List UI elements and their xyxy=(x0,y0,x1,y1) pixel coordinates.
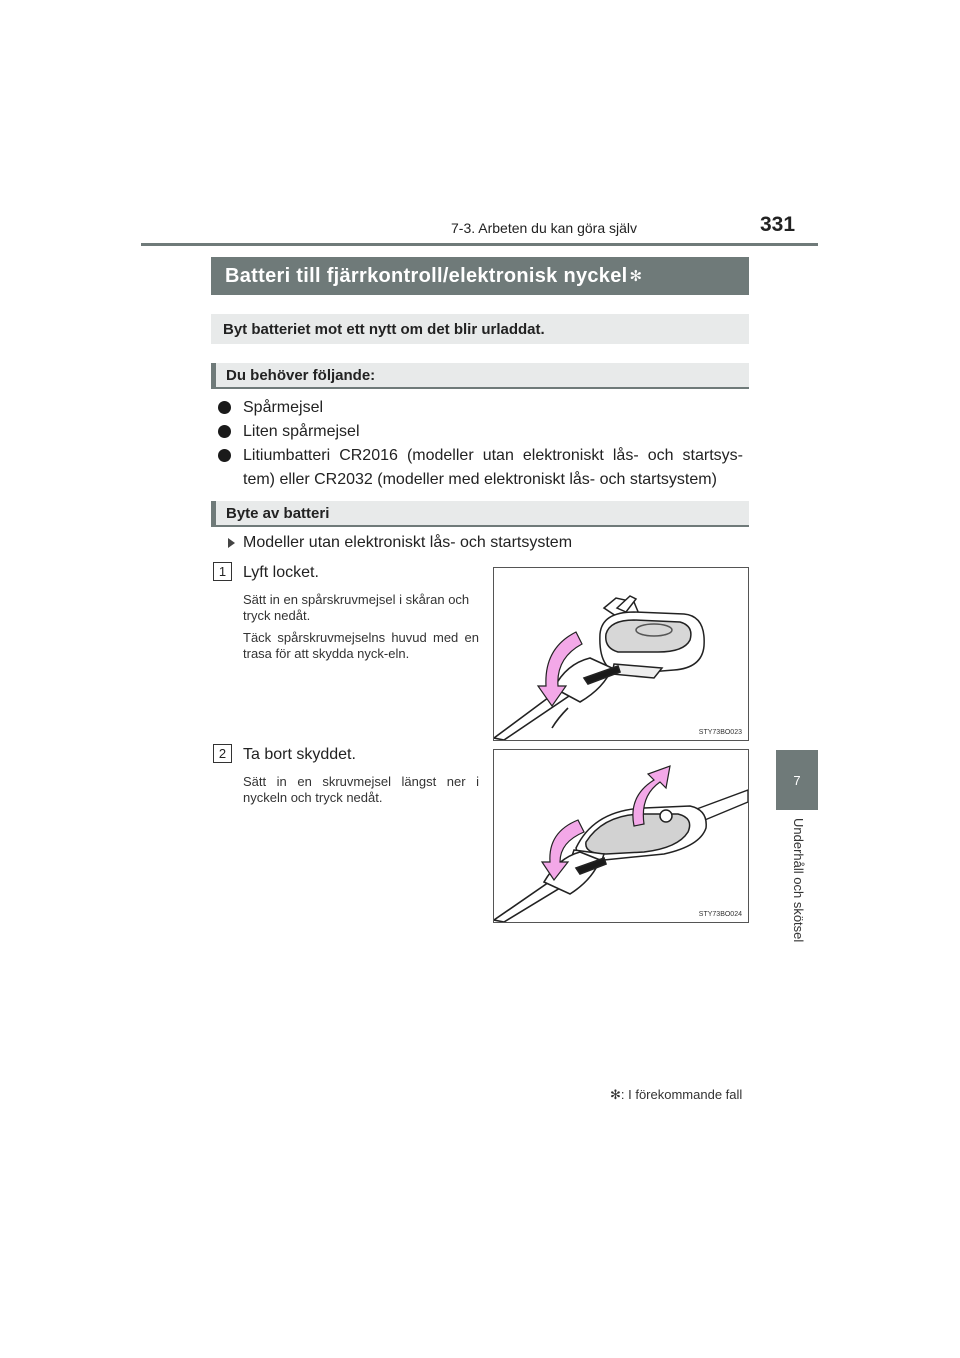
section-header: 7-3. Arbeten du kan göra själv xyxy=(451,220,638,236)
bullet-icon xyxy=(218,425,231,438)
step-number-1: 1 xyxy=(213,562,232,581)
footnote-mark: ✻ xyxy=(629,268,643,285)
step-number-2: 2 xyxy=(213,744,232,763)
step-desc-1b: Täck spårskruvmejselns huvud med en trasa för att skydda nyck-eln. xyxy=(243,630,479,661)
figure-code: STY73BO023 xyxy=(698,729,742,736)
intro-box: Byt batteriet mot ett nytt om det blir urladdat. xyxy=(211,314,749,344)
bullet-icon xyxy=(218,401,231,414)
figure-lift-cover xyxy=(493,567,749,741)
figure-code: STY73BO024 xyxy=(698,911,742,918)
step-desc-1a: Sätt in en spårskruvmejsel i skåran och tryck nedåt. xyxy=(243,592,470,623)
header-rule xyxy=(141,243,818,246)
page-number: 331 xyxy=(760,213,796,236)
step-title-1: Lyft locket. xyxy=(243,564,319,581)
replace-header: Byte av batteri xyxy=(211,501,749,527)
page-title-text: Batteri till fjärrkontroll/elektronisk nyckel xyxy=(225,264,628,287)
key-lift-illustration xyxy=(494,568,748,740)
chapter-tab[interactable] xyxy=(776,750,818,810)
footnote: ✻: I förekommande fall xyxy=(610,1087,743,1102)
key-remove-illustration xyxy=(494,750,748,922)
triangle-bullet-icon xyxy=(228,538,235,548)
needs-item-2: Liten spårmejsel xyxy=(243,423,360,440)
model-condition xyxy=(228,534,572,552)
figure-remove-cover xyxy=(493,749,749,923)
page-title xyxy=(211,257,749,295)
bullet-icon xyxy=(218,449,231,462)
step-desc-2: Sätt in en skruvmejsel längst ner i nyckeln och tryck nedåt. xyxy=(243,774,479,805)
needs-header: Du behöver följande: xyxy=(211,363,749,389)
chapter-label: Underhåll och skötsel xyxy=(791,818,806,943)
chapter-number: 7 xyxy=(793,772,801,788)
needs-item-3-line1: Litiumbatteri CR2016 (modeller utan elektroniskt lås- och startsys- xyxy=(243,447,743,464)
needs-item-1: Spårmejsel xyxy=(243,399,324,416)
step-title-2: Ta bort skyddet. xyxy=(243,746,356,763)
model-condition-text: Modeller utan elektroniskt lås- och startsystem xyxy=(243,534,573,551)
needs-item-3-line2: tem) eller CR2032 (modeller med elektroniskt lås- och startsystem) xyxy=(243,471,717,488)
